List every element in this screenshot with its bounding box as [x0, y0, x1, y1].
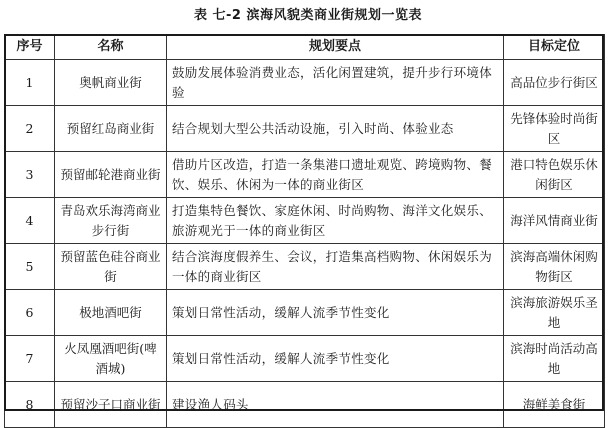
cell-no: 7 — [5, 336, 55, 382]
cell-no: 2 — [5, 106, 55, 152]
table-caption: 表 七-2 滨海风貌类商业街规划一览表 — [194, 8, 422, 23]
table-row — [5, 336, 605, 382]
cell-position: 滨海时尚活动高地 — [504, 336, 605, 382]
cell-name: 预留邮轮港商业街 — [55, 152, 167, 198]
table-row — [5, 106, 605, 152]
cell-no: 5 — [5, 244, 55, 290]
cell-name: 极地酒吧街 — [55, 290, 167, 336]
cell-plan: 策划日常性活动，缓解人流季节性变化 — [167, 336, 504, 382]
cell-no: 8 — [5, 382, 55, 428]
cell-no: 6 — [5, 290, 55, 336]
cell-name: 奥帆商业街 — [55, 60, 167, 106]
cell-plan: 借助片区改造，打造一条集港口遗址观览、跨境购物、餐饮、娱乐、休闲为一体的商业街区 — [167, 152, 504, 198]
cell-plan: 建设渔人码头 — [167, 382, 504, 428]
commercial-street-plan-table — [4, 34, 605, 428]
cell-position: 高品位步行街区 — [504, 60, 605, 106]
cell-name: 预留蓝色硅谷商业街 — [55, 244, 167, 290]
cell-name: 火凤凰酒吧街(啤酒城) — [55, 336, 167, 382]
cell-position: 港口特色娱乐休闲街区 — [504, 152, 605, 198]
cell-plan: 策划日常性活动，缓解人流季节性变化 — [167, 290, 504, 336]
table-row — [5, 198, 605, 244]
cell-position: 海洋风情商业街 — [504, 198, 605, 244]
cell-position: 滨海旅游娱乐圣地 — [504, 290, 605, 336]
table-row — [5, 290, 605, 336]
header-name: 名称 — [55, 35, 167, 60]
header-position: 目标定位 — [504, 35, 605, 60]
table-row — [5, 244, 605, 290]
cell-position: 滨海高端休闲购物街区 — [504, 244, 605, 290]
header-no: 序号 — [5, 35, 55, 60]
cell-no: 3 — [5, 152, 55, 198]
table-header-row — [5, 35, 605, 60]
cell-no: 1 — [5, 60, 55, 106]
table-row — [5, 60, 605, 106]
cell-plan: 打造集特色餐饮、家庭休闲、时尚购物、海洋文化娱乐、旅游观光于一体的商业街区 — [167, 198, 504, 244]
cell-no: 4 — [5, 198, 55, 244]
cell-plan: 鼓励发展体验消费业态，活化闲置建筑，提升步行环境体验 — [167, 60, 504, 106]
cell-position: 海鲜美食街 — [504, 382, 605, 428]
cell-plan: 结合滨海度假养生、会议，打造集高档购物、休闲娱乐为一体的商业街区 — [167, 244, 504, 290]
table-row — [5, 152, 605, 198]
cell-name: 预留沙子口商业街 — [55, 382, 167, 428]
header-plan: 规划要点 — [167, 35, 504, 60]
cell-position: 先锋体验时尚街区 — [504, 106, 605, 152]
table-row — [5, 382, 605, 428]
cell-plan: 结合规划大型公共活动设施，引入时尚、体验业态 — [167, 106, 504, 152]
cell-name: 预留红岛商业街 — [55, 106, 167, 152]
cell-name: 青岛欢乐海湾商业步行街 — [55, 198, 167, 244]
